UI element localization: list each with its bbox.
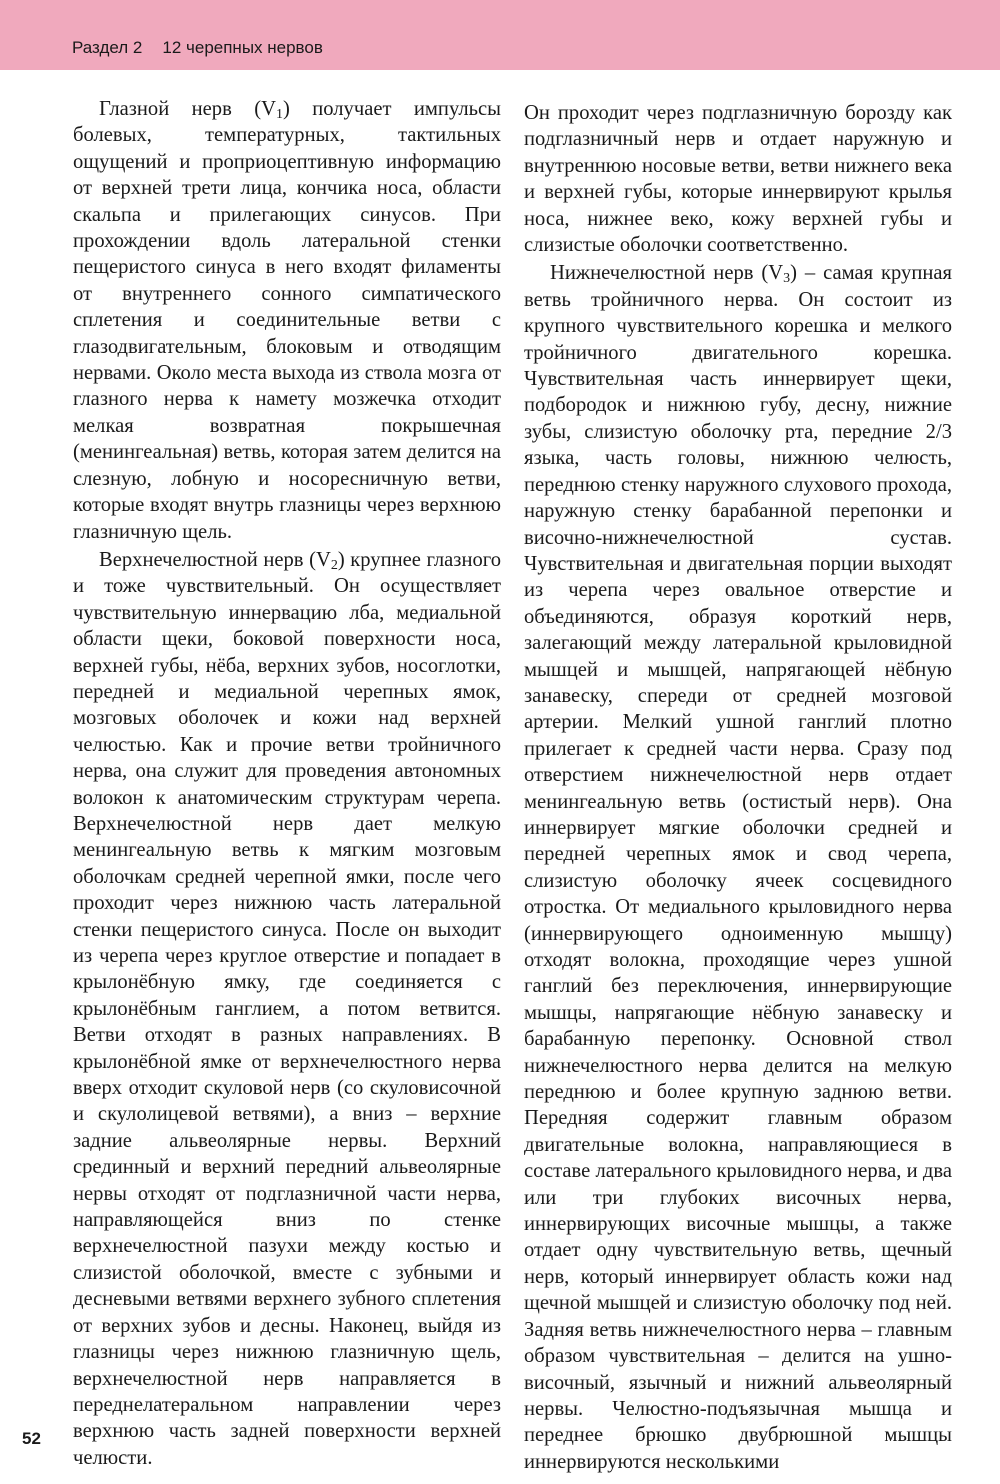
left-column [73, 96, 501, 1471]
running-header [72, 38, 323, 58]
paragraph-continuation: Он проходит через подглазничную борозду как подглазничный нерв и отдает наружную и внутреннюю носовые ветви, ветви нижнего века и верхней губы, которые иннервируют крылья носа, нижнее веко, кожу верхней губы и слизистые оболочки соответственно. [524, 102, 952, 257]
chapter-title: 12 черепных нервов [162, 38, 323, 57]
header-band [0, 0, 1000, 70]
paragraph-maxillary-nerve: Верхнечелюстной нерв $(V_2)$ крупнее глазного и тоже чувствительный. Он осуществляет чувствительную иннервацию лба, медиальной области щеки, боковой поверхности носа, верхней губы, нёба, верхних зубов, носоглотки, передней и медиальной черепных ямок, мозговых оболочек и кожи над верхней челюстью. Как и прочие ветви тройничного нерва, она служит для проведения автономных волокон к анатомическим структурам черепа. Верхнечелюстной нерв дает мелкую менингеальную ветвь к мягким мозговым оболочкам средней черепной ямки, после чего проходит через нижнюю часть латеральной стенки пещеристого синуса. После он выходит из черепа через круглое отверстие и попадает в крылонёбную ямку, где соединяется с крылонёбным ганглием, а потом ветвится. Ветви отходят в разных направлениях. В крылонёбной ямке от верхнечелюстного нерва вверх отходит скуловой нерв (со скуловисочной и скулолицевой ветвями), а вниз – верхние задние альвеолярные нервы. Верхний срединный и верхний передний альвеолярные нервы отходят от подглазничной части нерва, направляющейся вниз по стенке верхнечелюстной пазухи между костью и слизистой оболочкой, вместе с зубными и десневыми ветвями верхнего зубного сплетения от верхних зубов и десны. Наконец, выйдя из глазницы через нижнюю глазничную щель, верхнечелюстной нерв направляется в переднелатеральном направлении через верхнюю часть задней поверхности верхней челюсти. [73, 548, 501, 1469]
page-number: 52 [22, 1429, 41, 1448]
paragraph-mandibular-nerve: Нижнечелюстной нерв $(V_3)$ – самая крупная ветвь тройничного нерва. Он состоит из крупного чувствительного корешка и мелкого тройничного двигательного корешка. Чувствительная часть иннервирует щеки, подбородок и нижнюю губу, десну, нижние зубы, слизистую оболочку рта, передние 2/3 языка, часть головы, нижнюю челюсть, переднюю стенку наружного слухового прохода, наружную стенку барабанной перепонки и височно-нижнечелюстной сустав. Чувствительная и двигательная порции выходят из черепа через овальное отверстие и объединяются, образуя короткий нерв, залегающий между латеральной крыловидной мышцей и мышцей, напрягающей нёбную занавеску, спереди от средней мозговой артерии. Мелкий ушной ганглий плотно прилегает к средней части нерва. Сразу под отверстием нижнечелюстной нерв отдает менингеальную ветвь (остистый нерв). Она иннервирует мягкие оболочки средней и передней черепных ямок и свод черепа, слизистую оболочку ячеек сосцевидного отростка. От медиального крыловидного нерва (иннервирующего одноименную мышцу) отходят волокна, проходящие через ушной ганглий без переключения, иннервирующие мышцы, напрягающие нёбную занавеску и барабанную перепонку. Основной ствол нижнечелюстного нерва делится на мелкую переднюю и более крупную заднюю ветви. Передняя содержит главным образом двигательные волокна, направляющиеся в составе латерального крыловидного нерва, и два или три глубоких височных нерва, иннервирующих височные мышцы, а также отдает одну чувствительную ветвь, щечный нерв, который иннервирует область кожи над щечной мышцей и слизистую оболочку под ней. Задняя ветвь нижнечелюстного нерва – главным образом чувствительная – делится на ушно-височный, язычный и нижний альвеолярный нервы. Челюстно-подъязычная мышца и переднее брюшко двубрюшной мышцы иннервируются несколькими [524, 262, 952, 1473]
right-column [524, 100, 952, 1475]
paragraph-ophthalmic-nerve: Глазной нерв $(V_1)$ получает импульсы болевых, температурных, тактильных ощущений и проприоцептивную информацию от верхней трети лица, кончика носа, области скальпа и прилегающих синусов. При прохождении вдоль латеральной стенки пещеристого синуса в него входят филаменты от внутреннего сонного симпатического сплетения и соединительные ветви с глазодвигательным, блоковым и отводящим нервами. Около места выхода из ствола мозга от глазного нерва к намету мозжечка отходит мелкая возвратная покрышечная (менингеальная) ветвь, которая затем делится на слезную, лобную и носоресничную ветви, которые входят внутрь глазницы через верхнюю глазничную щель. [73, 98, 501, 543]
section-label: Раздел 2 [72, 38, 143, 57]
